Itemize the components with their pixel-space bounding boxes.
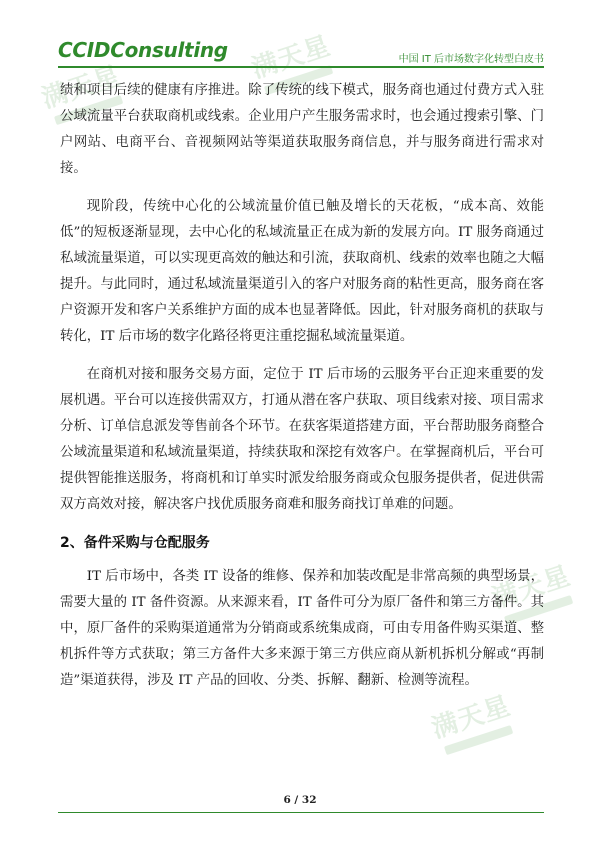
- watermark-text: 满天星: [38, 60, 125, 115]
- watermark-bar: [444, 725, 513, 755]
- page-body: [60, 78, 544, 706]
- ccid-logo: CCIDConsulting: [58, 38, 228, 62]
- body-paragraph: 现阶段，传统中心化的公域流量价值已触及增长的天花板，“成本高、效能低”的短板逐渐显现，去中心化的私域流量正在成为新的发展方向。IT 服务商通过私域流量渠道，可以实现更高效的触达和引流，获取商机、线索的效率也随之大幅提升。与此同时，通过私域流量渠道引入的客户对服务商的粘性更高，服务商在客户资源开发和客户关系维护方面的成本也显著降低。因此，针对服务商机的获取与转化，IT 后市场的数字化路径将更注重挖掘私域流量渠道。: [60, 199, 544, 344]
- footer-divider: [58, 812, 544, 813]
- watermark-text: 满天星: [488, 560, 575, 615]
- body-paragraph: 绩和项目后续的健康有序推进。除了传统的线下模式，服务商也通过付费方式入驻公域流量平台获取商机或线索。企业用户产生服务需求时，也会通过搜索引擎、门户网站、电商平台、音视频网站等渠道获取服务商信息，并与服务商进行需求对接。: [60, 83, 544, 176]
- body-paragraph: IT 后市场中，各类 IT 设备的维修、保养和加装改配是非常高频的典型场景，需要大量的 IT 备件资源。从来源来看，IT 备件可分为原厂备件和第三方备件。其中，原厂备件的采购渠道通常为分销商或系统集成商，可由专用备件购买渠道、整机拆件等方式获取；第三方备件大多来源于第三方供应商从新机拆机分解或“再制造”渠道获得，涉及 IT 产品的回收、分类、拆解、翻新、检测等流程。: [60, 569, 544, 688]
- page-header: [0, 0, 600, 72]
- section-heading: 2、备件采购与仓配服务: [60, 535, 210, 551]
- watermark-text: 满天星: [248, 30, 335, 85]
- page-number: 6 / 32: [283, 794, 317, 806]
- watermark-text: 满天星: [428, 690, 515, 745]
- body-paragraph: 在商机对接和服务交易方面，定位于 IT 后市场的云服务平台正迎来重要的发展机遇。平台可以连接供需双方，打通从潜在客户获取、项目线索对接、项目需求分析、订单信息派发等售前各个环节。在获客渠道搭建方面，平台帮助服务商整合公域流量渠道和私域流量渠道，持续获取和深挖有效客户。在掌握商机后，平台可提供智能推送服务，将商机和订单实时派发给服务商或众包服务提供者，促进供需双方高效对接，解决客户找优质服务商难和服务商找订单难的问题。: [60, 367, 544, 512]
- header-divider: [58, 66, 544, 68]
- document-title: 中国 IT 后市场数字化转型白皮书: [398, 54, 544, 65]
